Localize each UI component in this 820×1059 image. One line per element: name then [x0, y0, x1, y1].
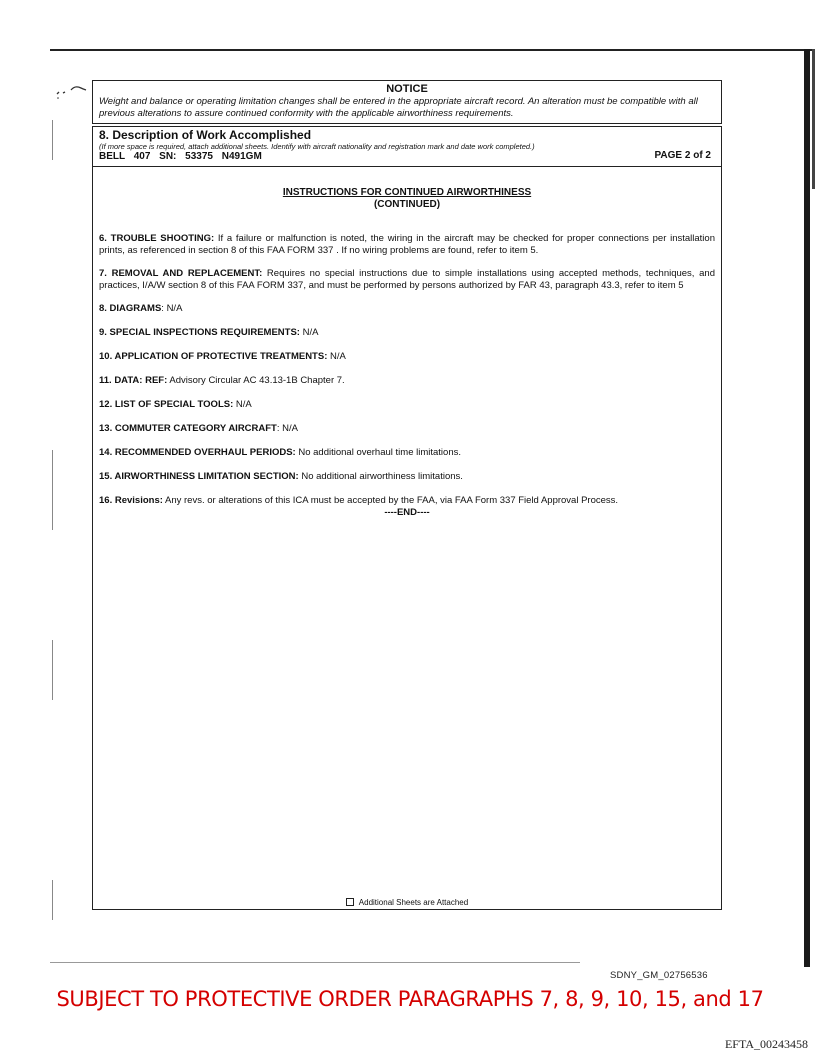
item-text: N/A	[327, 351, 346, 362]
attachments-label: Additional Sheets are Attached	[358, 898, 469, 907]
protective-order-banner: SUBJECT TO PROTECTIVE ORDER PARAGRAPHS 7, 8, 9, 10, 15, and 17	[56, 987, 764, 1011]
notice-box	[92, 80, 722, 124]
section-title: 8. Description of Work Accomplished	[99, 128, 312, 142]
item-text: Any revs. or alterations of this ICA must be accepted by the FAA, via FAA Form 337 Field Approval Process.	[162, 495, 619, 506]
notice-title: NOTICE	[386, 83, 428, 95]
scan-edge-top	[50, 49, 815, 51]
ica-item	[99, 399, 715, 411]
ica-subtitle: (CONTINUED)	[373, 199, 441, 210]
item-text: N/A	[233, 399, 252, 410]
scan-mark	[52, 120, 53, 160]
ica-item	[99, 423, 715, 435]
ica-item	[99, 351, 715, 363]
scan-edge-right	[804, 49, 810, 967]
item-label: 8. DIAGRAMS	[99, 303, 162, 314]
item-label: 16. Revisions:	[99, 495, 163, 506]
efta-number: EFTA_00243458	[724, 1037, 808, 1051]
item-label: 7. REMOVAL AND REPLACEMENT:	[99, 268, 263, 279]
bates-number: SDNY_GM_02756536	[610, 970, 708, 981]
item-text: N/A	[299, 327, 319, 338]
ica-item	[99, 471, 715, 483]
ica-item	[99, 375, 715, 387]
item-label: 11. DATA: REF:	[99, 375, 168, 386]
work-description-box	[92, 126, 722, 910]
item-text: Requires no special instructions due to simple installations using accepted methods, techniques, and practices, I/A/W section 8 of this FAA FORM 337, and must be performed by persons authorized by FAR 43, paragraph 43.3, refer to item 5	[99, 268, 715, 291]
ica-title: INSTRUCTIONS FOR CONTINUED AIRWORTHINESS	[282, 187, 532, 198]
item-text: : N/A	[276, 423, 298, 434]
item-text: Advisory Circular AC 43.13-1B Chapter 7.	[167, 375, 345, 386]
attachments-row	[93, 898, 721, 907]
item-label: 10. APPLICATION OF PROTECTIVE TREATMENTS:	[99, 351, 328, 362]
item-label: 14. RECOMMENDED OVERHAUL PERIODS:	[99, 447, 296, 458]
item-text: : N/A	[161, 303, 183, 314]
ica-item	[99, 268, 715, 292]
item-label: 13. COMMUTER CATEGORY AIRCRAFT	[99, 423, 277, 434]
ica-item	[99, 327, 715, 339]
item-text: No additional airworthiness limitations.	[298, 471, 463, 482]
scan-mark	[52, 880, 53, 920]
item-label: 6. TROUBLE SHOOTING:	[99, 233, 215, 244]
attachments-checkbox[interactable]	[346, 898, 354, 906]
notice-text: Weight and balance or operating limitation changes shall be entered in the appropriate aircraft record. An alteration must be compatible with all previous alterations to assure continued conformity with the applicable airworthiness requirements.	[99, 96, 698, 119]
end-mark: ----END----	[384, 507, 430, 518]
page-number: PAGE 2 of 2	[654, 150, 711, 161]
ica-item	[99, 495, 715, 507]
item-text: No additional overhaul time limitations.	[295, 447, 461, 458]
aircraft-identification: BELL 407 SN: 53375 N491GM	[99, 151, 262, 162]
work-description-body	[93, 187, 721, 518]
ica-item	[99, 447, 715, 459]
scan-edge-right-shadow	[812, 49, 815, 189]
item-label: 15. AIRWORTHINESS LIMITATION SECTION:	[99, 471, 299, 482]
item-label: 9. SPECIAL INSPECTIONS REQUIREMENTS:	[99, 327, 300, 338]
item-text: If a failure or malfunction is noted, the wiring in the aircraft may be checked for proper connections per installation prints, as referenced in section 8 of this FAA FORM 337 . If no wiring problems are found, refer to item 5.	[99, 233, 715, 256]
section-header	[93, 127, 721, 167]
scan-mark	[52, 640, 53, 700]
scan-edge-bottom	[50, 962, 580, 963]
ica-item	[99, 233, 715, 257]
item-label: 12. LIST OF SPECIAL TOOLS:	[99, 399, 234, 410]
ica-item	[99, 303, 715, 315]
section-subtitle: (If more space is required, attach additional sheets. Identify with aircraft nationality and registration mark and date work completed.)	[99, 142, 535, 151]
scan-mark	[52, 450, 53, 530]
